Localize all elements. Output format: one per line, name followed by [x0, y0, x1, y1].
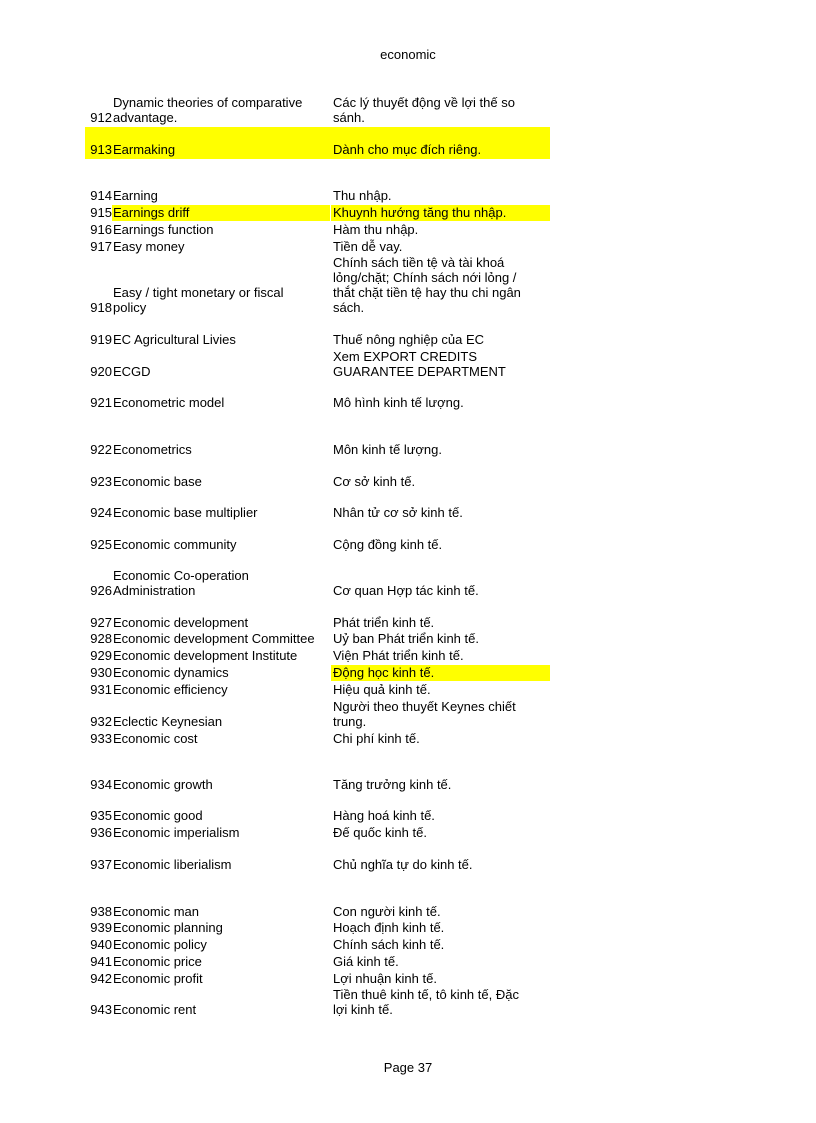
entry-number: 919: [90, 332, 112, 347]
entry-number: 930: [90, 665, 112, 680]
entry-definition: Cơ sở kinh tế.: [333, 474, 416, 489]
entry-term: Economic good: [113, 808, 203, 823]
entry-number: 916: [90, 222, 112, 237]
entry-number: 929: [90, 648, 112, 663]
entry-definition: Chi phí kinh tế.: [333, 731, 420, 746]
entry-term: Easy money: [113, 239, 185, 254]
entry-term: Earnings driff: [113, 205, 190, 220]
entry-definition: Tăng trưởng kinh tế.: [333, 777, 452, 792]
entry-number: 922: [90, 442, 112, 457]
entry-definition: Giá kinh tế.: [333, 954, 399, 969]
entry-definition: Xem EXPORT CREDITS GUARANTEE DEPARTMENT: [333, 349, 506, 379]
entry-term: Economic man: [113, 904, 199, 919]
entry-definition: Hàng hoá kinh tế.: [333, 808, 435, 823]
entry-number: 918: [90, 300, 112, 315]
entry-number: 913: [90, 142, 112, 157]
entry-number: 937: [90, 857, 112, 872]
entry-term: Economic imperialism: [113, 825, 240, 840]
entry-definition: Nhân tử cơ sở kinh tế.: [333, 505, 463, 520]
entry-term: Economic policy: [113, 937, 207, 952]
entry-number: 915: [90, 205, 112, 220]
entry-definition: Động học kinh tế.: [333, 665, 435, 680]
entry-term: ECGD: [113, 364, 151, 379]
entry-definition: Hàm thu nhập.: [333, 222, 419, 237]
entry-number: 934: [90, 777, 112, 792]
entry-number: 912: [90, 110, 112, 125]
entry-number: 940: [90, 937, 112, 952]
entry-term: Eclectic Keynesian: [113, 714, 223, 729]
entry-number: 925: [90, 537, 112, 552]
entry-number: 936: [90, 825, 112, 840]
entry-number: 932: [90, 714, 112, 729]
entry-term: Economic rent: [113, 1002, 197, 1017]
entry-number: 917: [90, 239, 112, 254]
entry-term: Economic growth: [113, 777, 213, 792]
entry-definition: Các lý thuyết động về lợi thế so sánh.: [333, 95, 515, 125]
entry-definition: Chủ nghĩa tự do kinh tế.: [333, 857, 473, 872]
entry-definition: Tiền dễ vay.: [333, 239, 403, 254]
entry-number: 935: [90, 808, 112, 823]
entry-number: 931: [90, 682, 112, 697]
entry-term: Economic efficiency: [113, 682, 228, 697]
entry-number: 938: [90, 904, 112, 919]
entry-term: Econometric model: [113, 395, 225, 410]
entry-definition: Khuynh hướng tăng thu nhập.: [333, 205, 507, 220]
entry-number: 927: [90, 615, 112, 630]
entry-definition: Hoạch định kinh tế.: [333, 920, 445, 935]
entry-definition: Mô hình kinh tế lượng.: [333, 395, 464, 410]
entry-definition: Lợi nhuận kinh tế.: [333, 971, 437, 986]
entry-definition: Môn kinh tế lượng.: [333, 442, 443, 457]
entry-definition: Cơ quan Hợp tác kinh tế.: [333, 583, 479, 598]
entry-number: 941: [90, 954, 112, 969]
entry-term: Earnings function: [113, 222, 214, 237]
entry-term: Earning: [113, 188, 158, 203]
entry-term: Easy / tight monetary or fiscal policy: [113, 285, 284, 315]
entry-term: Economic base multiplier: [113, 505, 258, 520]
page-header: economic: [380, 47, 436, 62]
entry-number: 924: [90, 505, 112, 520]
entry-number: 923: [90, 474, 112, 489]
page-footer: Page 37: [383, 1060, 433, 1075]
entry-term: Economic base: [113, 474, 202, 489]
entry-definition: Viện Phát triển kinh tế.: [333, 648, 464, 663]
entry-number: 933: [90, 731, 112, 746]
entry-definition: Chính sách tiền tệ và tài khoá lỏng/chặt; Chính sách nới lỏng / thắt chặt tiền tệ hay thu chi ngân sách.: [333, 255, 521, 315]
entry-definition: Chính sách kinh tế.: [333, 937, 445, 952]
entry-definition: Người theo thuyết Keynes chiết trung.: [333, 699, 516, 729]
entry-definition: Cộng đồng kinh tế.: [333, 537, 443, 552]
entry-term: EC Agricultural Livies: [113, 332, 236, 347]
entry-definition: Thuế nông nghiệp của EC: [333, 332, 485, 347]
entry-definition: Uỷ ban Phát triển kinh tế.: [333, 631, 479, 646]
entry-term: Economic community: [113, 537, 237, 552]
entry-number: 921: [90, 395, 112, 410]
entry-definition: Đế quốc kinh tế.: [333, 825, 427, 840]
entry-number: 928: [90, 631, 112, 646]
entry-term: Economic cost: [113, 731, 198, 746]
entry-term: Economic planning: [113, 920, 223, 935]
entry-term: Dynamic theories of comparative advantage.: [113, 95, 303, 125]
entry-number: 914: [90, 188, 112, 203]
entry-term: Economic liberialism: [113, 857, 232, 872]
entry-definition: Tiền thuê kinh tế, tô kinh tế, Đặc lợi kinh tế.: [333, 987, 519, 1017]
entry-term: Economic price: [113, 954, 202, 969]
entry-definition: Phát triển kinh tế.: [333, 615, 435, 630]
entry-term: Economic development Committee: [113, 631, 315, 646]
entry-term: Economic Co-operation Administration: [113, 568, 249, 598]
entry-number: 942: [90, 971, 112, 986]
entry-definition: Dành cho mục đích riêng.: [333, 142, 482, 157]
entry-number: 920: [90, 364, 112, 379]
entry-number: 939: [90, 920, 112, 935]
entry-term: Economic development Institute: [113, 648, 298, 663]
entry-term: Economic dynamics: [113, 665, 229, 680]
entry-term: Economic profit: [113, 971, 203, 986]
entry-definition: Thu nhập.: [333, 188, 392, 203]
entry-number: 943: [90, 1002, 112, 1017]
entry-definition: Hiệu quả kinh tế.: [333, 682, 431, 697]
entry-term: Econometrics: [113, 442, 192, 457]
entry-number: 926: [90, 583, 112, 598]
entry-definition: Con người kinh tế.: [333, 904, 441, 919]
entry-term: Earmaking: [113, 142, 176, 157]
entry-term: Economic development: [113, 615, 249, 630]
